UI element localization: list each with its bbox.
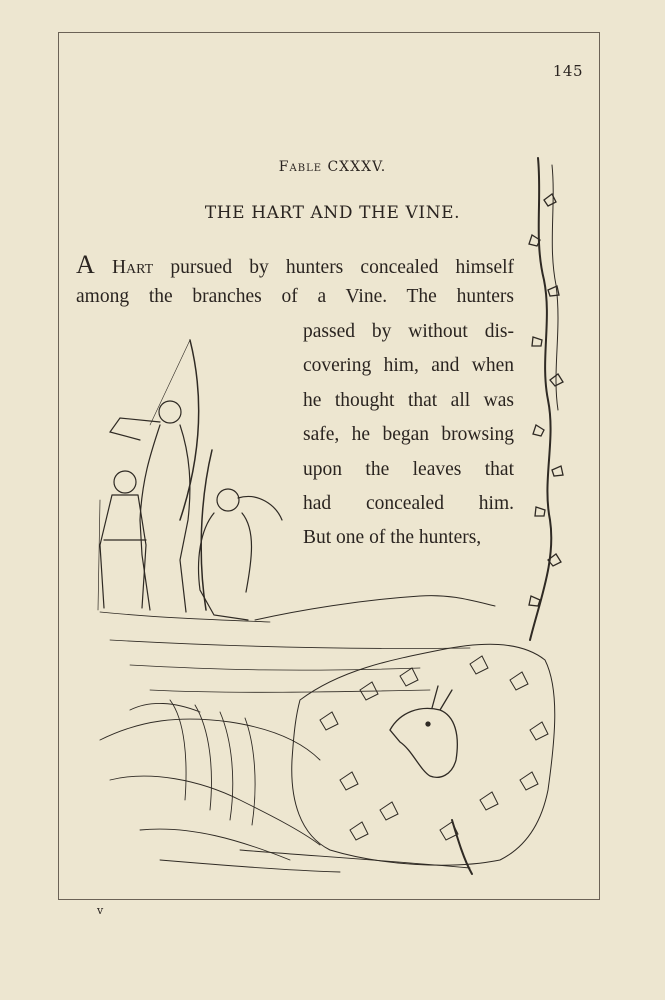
- fable-number: Fable CXXXV.: [278, 159, 387, 175]
- body-line-4: covering him, and when: [303, 355, 514, 376]
- body-line-3: passed by without dis-: [303, 321, 514, 342]
- page-number: 145: [552, 62, 583, 80]
- hunter-figures: [98, 340, 282, 620]
- body-line-8: had concealed him.: [303, 493, 514, 514]
- longbow-2: [201, 450, 212, 610]
- fable-title: THE HART AND THE VINE.: [204, 203, 461, 223]
- body-line-1-rest: pursued by hunters concealed himself: [153, 257, 515, 278]
- hart-head: [390, 686, 472, 874]
- body-line-7: upon the leaves that: [303, 459, 514, 480]
- small-caps-word: Hart: [111, 257, 154, 278]
- body-line-5: he thought that all was: [303, 390, 514, 411]
- folio-signature-mark: v: [97, 904, 104, 917]
- horizon-hills: [255, 596, 495, 620]
- vine-thicket: [292, 644, 555, 865]
- body-line-9: But one of the hunters,: [303, 527, 482, 548]
- drop-cap: A: [76, 250, 95, 279]
- vine-leaves-column: [529, 194, 563, 606]
- body-line-6: safe, he began browsing: [303, 424, 514, 445]
- vine-stem: [530, 158, 551, 640]
- body-line-2: among the branches of a Vine. The hunters: [76, 286, 514, 307]
- undergrowth: [100, 700, 470, 872]
